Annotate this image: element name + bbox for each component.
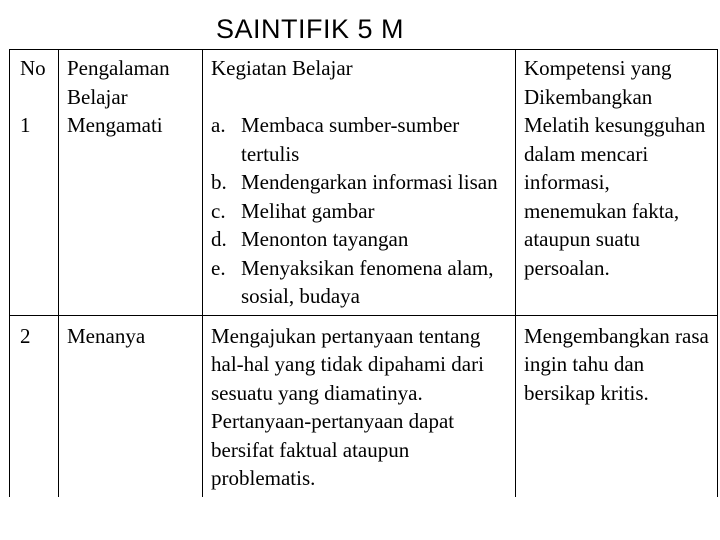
list-item [211,168,511,197]
list-item [211,225,511,254]
list-item-text: Menyaksikan fenomena alam, sosial, budaya [241,255,494,308]
list-item-text: Menonton tayangan [241,227,409,251]
row-kegiatan: Mengajukan pertanyaan tentang hal-hal yang tidak dipahami dari sesuatu yang diamatinya. Pertanyaan-pertanyaan dapat bersifat faktual ataupun problematis. [203,315,516,497]
header-pengalaman-belajar: Pengalaman Belajar [59,50,203,112]
list-item [211,254,511,311]
list-marker: c. [211,198,226,223]
row-pengalaman: Menanya [59,315,203,497]
page-title: SAINTIFIK 5 M [215,14,405,44]
list-marker: d. [211,227,227,251]
header-kegiatan-belajar: Kegiatan Belajar [203,50,516,112]
list-item-text: Mendengarkan informasi lisan [241,170,498,194]
activity-list [211,111,511,311]
list-marker: b. [211,170,227,194]
row-kompetensi: Melatih kesungguhan dalam mencari informasi, menemukan fakta, ataupun suatu persoalan. [516,111,718,315]
header-kompetensi: Kompetensi yang Dikembangkan [516,50,718,112]
list-marker: e. [211,255,226,280]
table-header-row [10,50,718,112]
row-kegiatan [203,111,516,315]
table-row [10,315,718,497]
list-item-text: Melihat gambar [241,198,375,223]
list-marker: a. [211,113,226,137]
row-pengalaman: Mengamati [59,111,203,315]
row-kompetensi: Mengembangkan rasa ingin tahu dan bersikap kritis. [516,315,718,497]
row-number: 1 [10,111,59,315]
table-row [10,111,718,315]
saintifik-table [9,49,718,497]
list-item [211,197,511,226]
list-item [211,111,511,168]
list-item-text: Membaca sumber-sumber tertulis [241,113,460,166]
row-number: 2 [10,315,59,497]
header-no: No [10,50,59,112]
